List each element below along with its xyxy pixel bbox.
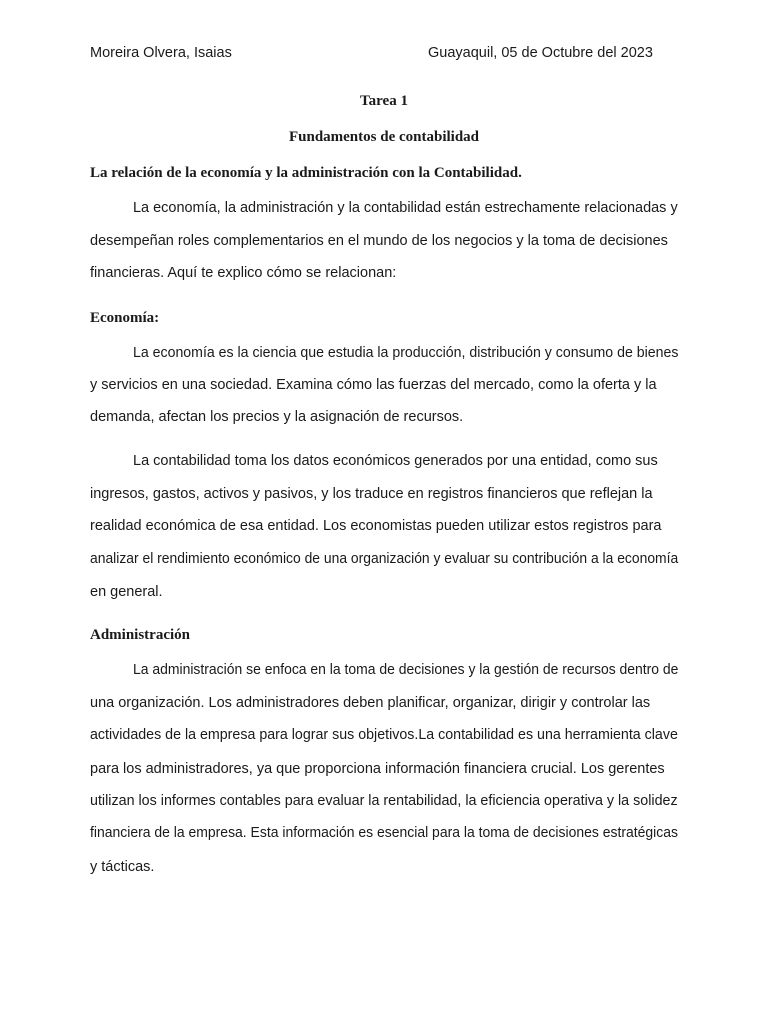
paragraph-line: una organización. Los administradores deben planificar, organizar, dirigir y controlar las bbox=[90, 695, 651, 711]
paragraph-line: desempeñan roles complementarios en el mundo de los negocios y la toma de decisiones bbox=[90, 233, 668, 249]
paragraph-line: demanda, afectan los precios y la asignación de recursos. bbox=[90, 409, 464, 425]
paragraph-line: para los administradores, ya que proporciona información financiera crucial. Los gerentes bbox=[90, 761, 665, 777]
document-subtitle: Fundamentos de contabilidad bbox=[288, 129, 480, 145]
document-title: Tarea 1 bbox=[360, 93, 408, 109]
section-heading: Economía: bbox=[90, 310, 160, 326]
paragraph-line: utilizan los informes contables para evaluar la rentabilidad, la eficiencia operativa y la solidez bbox=[90, 793, 678, 809]
paragraph-line: realidad económica de esa entidad. Los economistas pueden utilizar estos registros para bbox=[90, 518, 662, 534]
paragraph-line: en general. bbox=[90, 584, 163, 600]
author-name: Moreira Olvera, Isaias bbox=[90, 45, 232, 61]
paragraph-line: La contabilidad toma los datos económicos generados por una entidad, como sus bbox=[133, 453, 658, 469]
paragraph-line: La economía es la ciencia que estudia la producción, distribución y consumo de bienes bbox=[133, 345, 679, 361]
paragraph-line: La economía, la administración y la contabilidad están estrechamente relacionadas y bbox=[133, 200, 678, 216]
paragraph-line: financieras. Aquí te explico cómo se relacionan: bbox=[90, 265, 397, 281]
paragraph-line: financiera de la empresa. Esta información es esencial para la toma de decisiones estratégicas bbox=[90, 825, 678, 841]
paragraph-line: y tácticas. bbox=[90, 859, 155, 875]
paragraph-line: actividades de la empresa para lograr sus objetivos.La contabilidad es una herramienta clave bbox=[90, 727, 678, 743]
section-heading: Administración bbox=[90, 627, 191, 643]
section-heading: La relación de la economía y la administración con la Contabilidad. bbox=[90, 165, 522, 181]
place-and-date: Guayaquil, 05 de Octubre del 2023 bbox=[428, 45, 653, 61]
paragraph-line: y servicios en una sociedad. Examina cómo las fuerzas del mercado, como la oferta y la bbox=[90, 377, 657, 393]
paragraph-line: ingresos, gastos, activos y pasivos, y los traduce en registros financieros que reflejan la bbox=[90, 486, 653, 502]
paragraph-line: analizar el rendimiento económico de una organización y evaluar su contribución a la economía bbox=[90, 551, 679, 567]
paragraph-line: La administración se enfoca en la toma de decisiones y la gestión de recursos dentro de bbox=[133, 662, 679, 678]
